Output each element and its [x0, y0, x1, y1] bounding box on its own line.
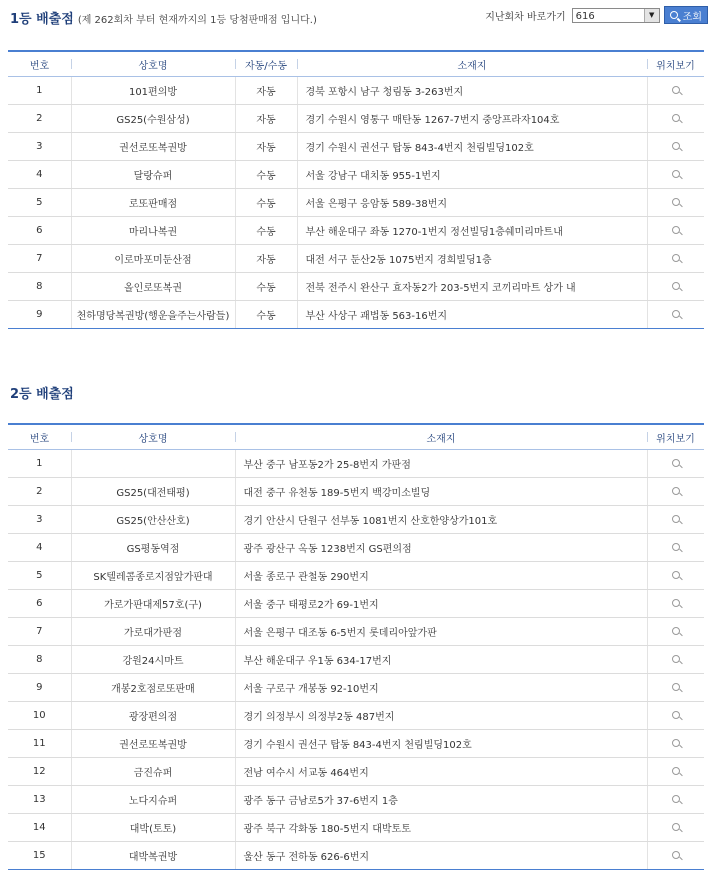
table-row	[8, 478, 704, 506]
magnifier-icon[interactable]	[672, 571, 680, 579]
row-number: 7	[8, 245, 71, 273]
store-name: GS평동역점	[71, 534, 235, 562]
store-name: 대박복권방	[71, 842, 235, 870]
table-row	[8, 273, 704, 301]
table-row	[8, 301, 704, 329]
map-cell	[647, 450, 704, 478]
chevron-down-icon[interactable]: ▼	[644, 9, 659, 22]
first-prize-table	[8, 50, 704, 329]
store-address: 서울 강남구 대치동 955-1번지	[297, 161, 647, 189]
store-name: 마리나복권	[71, 217, 235, 245]
map-cell	[647, 814, 704, 842]
row-number: 5	[8, 562, 71, 590]
magnifier-icon[interactable]	[672, 198, 680, 206]
row-number: 1	[8, 450, 71, 478]
store-name: SK텔레콤종로지점앞가판대	[71, 562, 235, 590]
map-cell	[647, 702, 704, 730]
store-address: 서울 종로구 관철동 290번지	[235, 562, 647, 590]
store-address: 부산 중구 남포동2가 25-8번지 가판점	[235, 450, 647, 478]
table-row	[8, 674, 704, 702]
first-prize-title: 1등 배출점	[10, 12, 74, 27]
magnifier-icon[interactable]	[672, 226, 680, 234]
selection-type: 자동	[235, 245, 297, 273]
map-cell	[647, 758, 704, 786]
store-name: 천하명당복권방(행운을주는사람들)	[71, 301, 235, 329]
magnifier-icon[interactable]	[672, 459, 680, 467]
second-prize-table	[8, 423, 704, 870]
map-cell	[647, 217, 704, 245]
store-address: 부산 해운대구 좌동 1270-1번지 정선빌딩1층쉐미리마트내	[297, 217, 647, 245]
magnifier-icon[interactable]	[672, 282, 680, 290]
store-name: GS25(수원삼성)	[71, 105, 235, 133]
store-name: 올인로또복권	[71, 273, 235, 301]
row-number: 6	[8, 217, 71, 245]
row-number: 2	[8, 105, 71, 133]
round-selector	[485, 6, 708, 24]
magnifier-icon[interactable]	[672, 114, 680, 122]
store-name: 로또판매점	[71, 189, 235, 217]
store-address: 부산 사상구 괘법동 563-16번지	[297, 301, 647, 329]
store-name: 노다지슈퍼	[71, 786, 235, 814]
table-header-row	[8, 51, 704, 77]
map-cell	[647, 674, 704, 702]
store-address: 대전 서구 둔산2동 1075번지 경희빌딩1층	[297, 245, 647, 273]
row-number: 8	[8, 273, 71, 301]
table-row	[8, 842, 704, 870]
magnifier-icon[interactable]	[672, 851, 680, 859]
header-no: 번호	[8, 424, 71, 450]
map-cell	[647, 842, 704, 870]
store-name: 이로마포미둔산점	[71, 245, 235, 273]
map-cell	[647, 133, 704, 161]
selection-type: 수동	[235, 301, 297, 329]
store-name: 강원24시마트	[71, 646, 235, 674]
table-row	[8, 618, 704, 646]
store-address: 서울 구로구 개봉동 92-10번지	[235, 674, 647, 702]
selection-type: 자동	[235, 133, 297, 161]
store-address: 서울 중구 태평로2가 69-1번지	[235, 590, 647, 618]
map-cell	[647, 301, 704, 329]
table-row	[8, 245, 704, 273]
selection-type: 자동	[235, 77, 297, 105]
first-prize-heading	[10, 8, 317, 27]
table-row	[8, 506, 704, 534]
store-name	[71, 450, 235, 478]
row-number: 1	[8, 77, 71, 105]
header-address: 소재지	[235, 424, 647, 450]
row-number: 9	[8, 674, 71, 702]
table-row	[8, 730, 704, 758]
store-name: 가로대가판점	[71, 618, 235, 646]
store-name: GS25(안산산호)	[71, 506, 235, 534]
table-row	[8, 105, 704, 133]
table-row	[8, 161, 704, 189]
magnifier-icon[interactable]	[672, 823, 680, 831]
map-cell	[647, 590, 704, 618]
magnifier-icon[interactable]	[672, 142, 680, 150]
map-cell	[647, 161, 704, 189]
magnifier-icon[interactable]	[672, 795, 680, 803]
header-no: 번호	[8, 51, 71, 77]
map-cell	[647, 786, 704, 814]
table-row	[8, 189, 704, 217]
table-row	[8, 786, 704, 814]
selection-type: 수동	[235, 273, 297, 301]
header-name: 상호명	[71, 424, 235, 450]
store-name: GS25(대전태평)	[71, 478, 235, 506]
store-address: 경북 포항시 남구 청림동 3-263번지	[297, 77, 647, 105]
table-header-row	[8, 424, 704, 450]
store-address: 경기 의정부시 의정부2동 487번지	[235, 702, 647, 730]
map-cell	[647, 273, 704, 301]
second-prize-title: 2등 배출점	[10, 387, 74, 402]
row-number: 10	[8, 702, 71, 730]
row-number: 4	[8, 534, 71, 562]
store-name: 가로가판대제57호(구)	[71, 590, 235, 618]
row-number: 2	[8, 478, 71, 506]
store-address: 광주 북구 각화동 180-5번지 대박토토	[235, 814, 647, 842]
map-cell	[647, 506, 704, 534]
row-number: 4	[8, 161, 71, 189]
table-row	[8, 814, 704, 842]
store-address: 광주 광산구 옥동 1238번지 GS편의점	[235, 534, 647, 562]
store-name: 권선로또복권방	[71, 133, 235, 161]
magnifier-icon[interactable]	[672, 627, 680, 635]
store-address: 서울 은평구 응암동 589-38번지	[297, 189, 647, 217]
store-address: 울산 동구 전하동 626-6번지	[235, 842, 647, 870]
table-row	[8, 450, 704, 478]
store-name: 개봉2호점로또판매	[71, 674, 235, 702]
row-number: 11	[8, 730, 71, 758]
store-address: 경기 수원시 영통구 매탄동 1267-7번지 중앙프라자104호	[297, 105, 647, 133]
search-icon	[670, 11, 678, 19]
search-button-label: 조회	[682, 11, 702, 23]
header-map: 위치보기	[647, 424, 704, 450]
store-address: 전북 전주시 완산구 효자동2가 203-5번지 코끼리마트 상가 내	[297, 273, 647, 301]
row-number: 14	[8, 814, 71, 842]
map-cell	[647, 534, 704, 562]
magnifier-icon[interactable]	[672, 711, 680, 719]
magnifier-icon[interactable]	[672, 310, 680, 318]
store-name: 금진슈퍼	[71, 758, 235, 786]
magnifier-icon[interactable]	[672, 739, 680, 747]
round-select-value: 616	[575, 10, 595, 22]
store-address: 부산 해운대구 우1동 634-17번지	[235, 646, 647, 674]
magnifier-icon[interactable]	[672, 254, 680, 262]
store-name: 101편의방	[71, 77, 235, 105]
table-row	[8, 534, 704, 562]
store-address: 서울 은평구 대조동 6-5번지 롯데리아앞가판	[235, 618, 647, 646]
top-bar	[0, 0, 720, 34]
magnifier-icon[interactable]	[672, 599, 680, 607]
row-number: 12	[8, 758, 71, 786]
row-number: 8	[8, 646, 71, 674]
row-number: 13	[8, 786, 71, 814]
map-cell	[647, 245, 704, 273]
first-prize-description: (제 262회차 부터 현재까지의 1등 당첨판매점 입니다.)	[77, 15, 317, 26]
store-name: 대박(토토)	[71, 814, 235, 842]
selection-type: 수동	[235, 161, 297, 189]
store-address: 경기 안산시 단원구 선부동 1081번지 산호한양상가101호	[235, 506, 647, 534]
map-cell	[647, 189, 704, 217]
store-address: 경기 수원시 권선구 탑동 843-4번지 천림빌딩102호	[297, 133, 647, 161]
map-cell	[647, 77, 704, 105]
row-number: 15	[8, 842, 71, 870]
store-address: 전남 여수시 서교동 464번지	[235, 758, 647, 786]
row-number: 6	[8, 590, 71, 618]
row-number: 3	[8, 133, 71, 161]
table-row	[8, 758, 704, 786]
table-row	[8, 217, 704, 245]
table-row	[8, 77, 704, 105]
table-row	[8, 646, 704, 674]
store-address: 경기 수원시 권선구 탑동 843-4번지 천림빌딩102호	[235, 730, 647, 758]
table-row	[8, 133, 704, 161]
map-cell	[647, 646, 704, 674]
store-name: 광장편의점	[71, 702, 235, 730]
selection-type: 자동	[235, 105, 297, 133]
map-cell	[647, 730, 704, 758]
table-row	[8, 702, 704, 730]
row-number: 3	[8, 506, 71, 534]
header-name: 상호명	[71, 51, 235, 77]
header-map: 위치보기	[647, 51, 704, 77]
magnifier-icon[interactable]	[672, 655, 680, 663]
map-cell	[647, 618, 704, 646]
magnifier-icon[interactable]	[672, 515, 680, 523]
round-selector-label: 지난회차 바로가기	[485, 11, 566, 23]
row-number: 5	[8, 189, 71, 217]
store-name: 권선로또복권방	[71, 730, 235, 758]
row-number: 9	[8, 301, 71, 329]
magnifier-icon[interactable]	[672, 487, 680, 495]
store-name: 달랑슈퍼	[71, 161, 235, 189]
selection-type: 수동	[235, 217, 297, 245]
search-button[interactable]	[664, 6, 708, 24]
magnifier-icon[interactable]	[672, 767, 680, 775]
table-row	[8, 562, 704, 590]
map-cell	[647, 478, 704, 506]
magnifier-icon[interactable]	[672, 86, 680, 94]
header-type: 자동/수동	[235, 51, 297, 77]
map-cell	[647, 562, 704, 590]
selection-type: 수동	[235, 189, 297, 217]
magnifier-icon[interactable]	[672, 683, 680, 691]
round-select[interactable]	[572, 8, 660, 23]
magnifier-icon[interactable]	[672, 543, 680, 551]
map-cell	[647, 105, 704, 133]
header-address: 소재지	[297, 51, 647, 77]
table-row	[8, 590, 704, 618]
magnifier-icon[interactable]	[672, 170, 680, 178]
store-address: 광주 동구 금남로5가 37-6번지 1층	[235, 786, 647, 814]
row-number: 7	[8, 618, 71, 646]
store-address: 대전 중구 유천동 189-5번지 백강미소빌딩	[235, 478, 647, 506]
